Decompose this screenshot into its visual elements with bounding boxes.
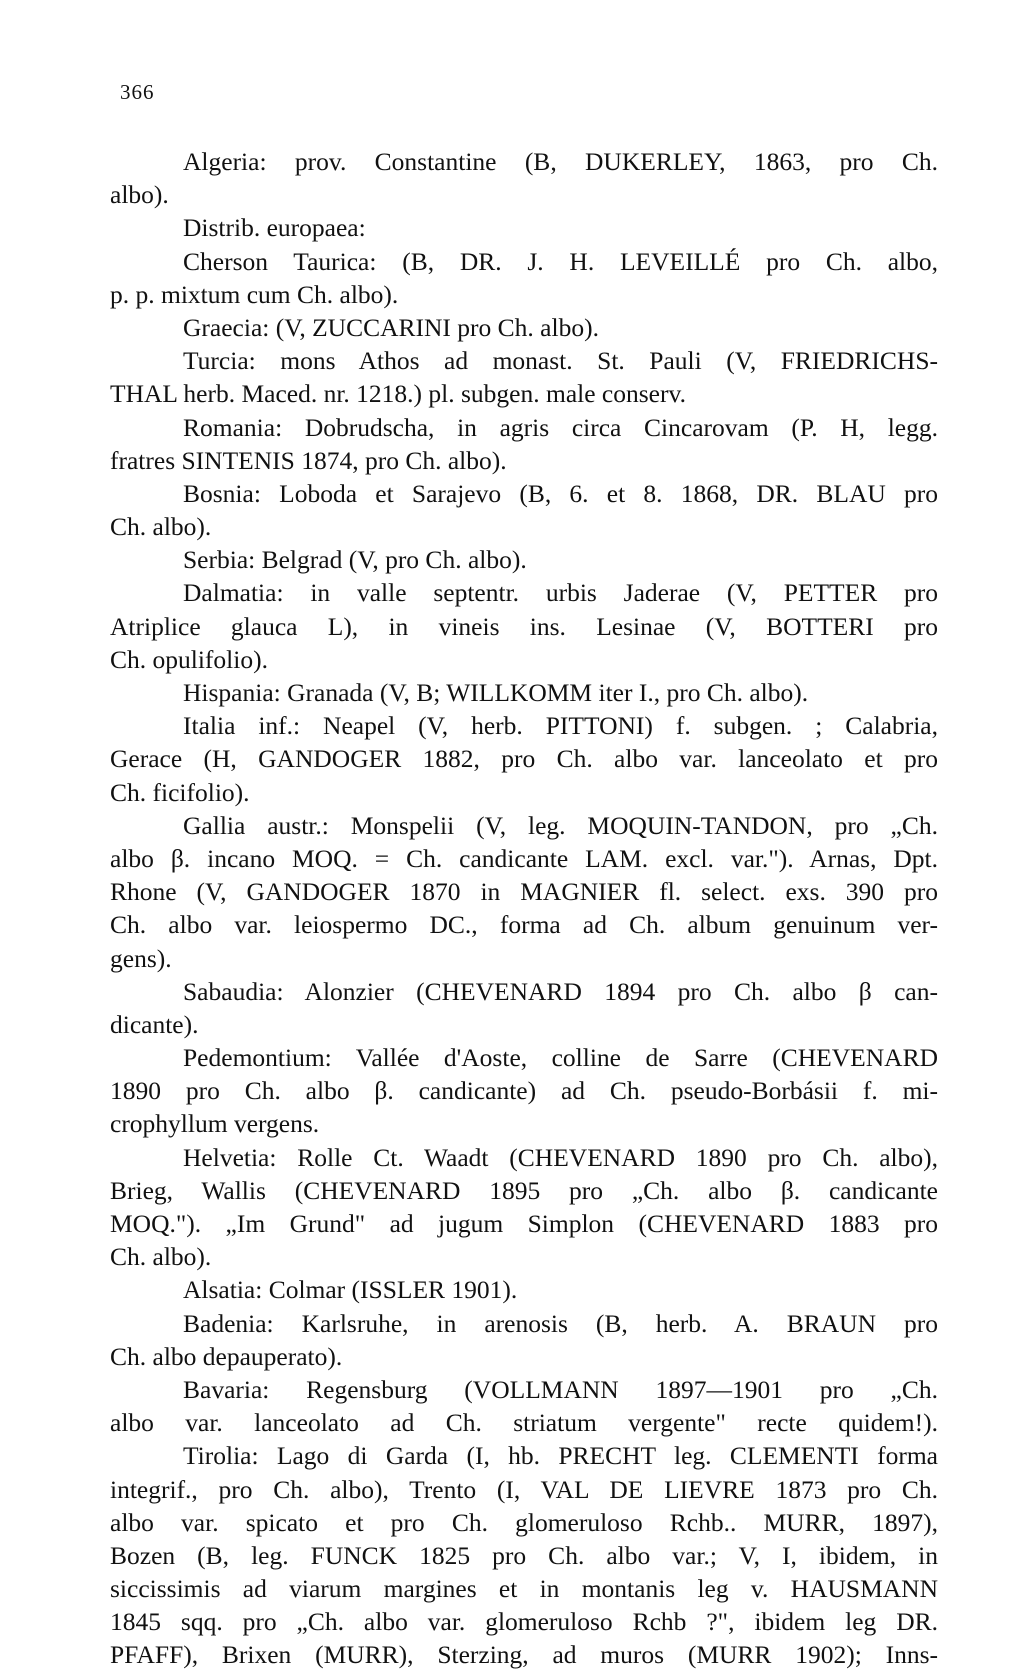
text-line: Gallia austr.: Monspelii (V, leg. MOQUIN-TANDON, pro „Ch. [183,810,938,840]
text-line: Ch. albo). [110,512,212,542]
text-line: Dalmatia: in valle septentr. urbis Jaderae (V, PETTER pro [183,578,938,608]
text-line: MOQ."). „Im Grund" ad jugum Simplon (CHEVENARD 1883 pro [110,1209,938,1238]
text-line: Hispania: Granada (V, B; WILLKOMM iter I., pro Ch. albo). [183,678,809,707]
text-line: 1845 sqq. pro „Ch. albo var. glomeruloso Rchb ?", ibidem leg DR. [110,1607,938,1637]
text-line: albo var. lanceolato ad Ch. striatum vergente" recte quidem!). [110,1408,938,1438]
text-line: Sabaudia: Alonzier (CHEVENARD 1894 pro Ch. albo β can- [183,976,938,1006]
text-line: 1890 pro Ch. albo β. candicante) ad Ch. pseudo-Borbásii f. mi- [110,1076,938,1106]
text-line: Gerace (H, GANDOGER 1882, pro Ch. albo var. lanceolato et pro [110,744,938,774]
text-line: Bavaria: Regensburg (VOLLMANN 1897—1901 pro „Ch. [183,1374,938,1404]
text-line: Pedemontium: Vallée d'Aoste, colline de Sarre (CHEVENARD [183,1043,938,1073]
text-line: albo β. incano MOQ. = Ch. candicante LAM. excl. var."). Arnas, Dpt. [110,843,938,873]
text-line: Distrib. europaea: [183,213,366,243]
text-line: p. p. mixtum cum Ch. albo). [110,279,399,309]
text-line: fratres SINTENIS 1874, pro Ch. albo). [110,445,507,475]
text-line: Cherson Taurica: (B, DR. J. H. LEVEILLÉ pro Ch. albo, [183,246,938,276]
text-line: Ch. albo depauperato). [110,1341,343,1371]
text-line: Ch. ficifolio). [110,777,250,807]
text-line: dicante). [110,1009,199,1039]
text-line: albo var. spicato et pro Ch. glomeruloso Rchb.. MURR, 1897), [110,1507,938,1537]
text-line: Ch. albo). [110,1242,212,1272]
text-line: Ch. albo var. leiospermo DC., forma ad Ch. album genuinum ver- [110,910,938,940]
text-line: Algeria: prov. Constantine (B, DUKERLEY, 1863, pro Ch. [183,147,938,176]
page-number: 366 [120,80,155,104]
text-line: Alsatia: Colmar (ISSLER 1901). [183,1275,518,1305]
text-line: siccissimis ad viarum margines et in montanis leg v. HAUSMANN [110,1574,938,1604]
text-line: Atriplice glauca L), in vineis ins. Lesinae (V, BOTTERI pro [110,611,938,641]
text-line: Bosnia: Loboda et Sarajevo (B, 6. et 8. 1868, DR. BLAU pro [183,478,938,508]
text-line: PFAFF), Brixen (MURR), Sterzing, ad muros (MURR 1902); Inns- [110,1640,938,1670]
text-line: Bozen (B, leg. FUNCK 1825 pro Ch. albo var.; V, I, ibidem, in [110,1540,938,1570]
text-line: Serbia: Belgrad (V, pro Ch. albo). [183,545,527,575]
text-line: Romania: Dobrudscha, in agris circa Cincarovam (P. H, legg. [183,412,938,442]
text-line: Turcia: mons Athos ad monast. St. Pauli (V, FRIEDRICHS- [183,346,938,376]
text-line: crophyllum vergens. [110,1109,320,1139]
text-line: gens). [110,943,172,973]
text-line: albo). [110,180,169,210]
text-line: Tirolia: Lago di Garda (I, hb. PRECHT leg. CLEMENTI forma [183,1441,938,1471]
text-line: Brieg, Wallis (CHEVENARD 1895 pro „Ch. albo β. candicante [110,1175,938,1205]
text-line: THAL herb. Maced. nr. 1218.) pl. subgen. male conserv. [110,379,686,409]
text-block [110,145,938,1672]
text-line: Badenia: Karlsruhe, in arenosis (B, herb. A. BRAUN pro [183,1308,938,1338]
text-line: Italia inf.: Neapel (V, herb. PITTONI) f. subgen. ; Calabria, [183,711,938,741]
text-line: Graecia: (V, ZUCCARINI pro Ch. albo). [183,312,599,342]
text-line: Ch. opulifolio). [110,644,268,674]
text-line: integrif., pro Ch. albo), Trento (I, VAL DE LIEVRE 1873 pro Ch. [110,1474,938,1504]
text-line: Helvetia: Rolle Ct. Waadt (CHEVENARD 1890 pro Ch. albo), [183,1142,938,1172]
text-line: Rhone (V, GANDOGER 1870 in MAGNIER fl. select. exs. 390 pro [110,877,938,907]
